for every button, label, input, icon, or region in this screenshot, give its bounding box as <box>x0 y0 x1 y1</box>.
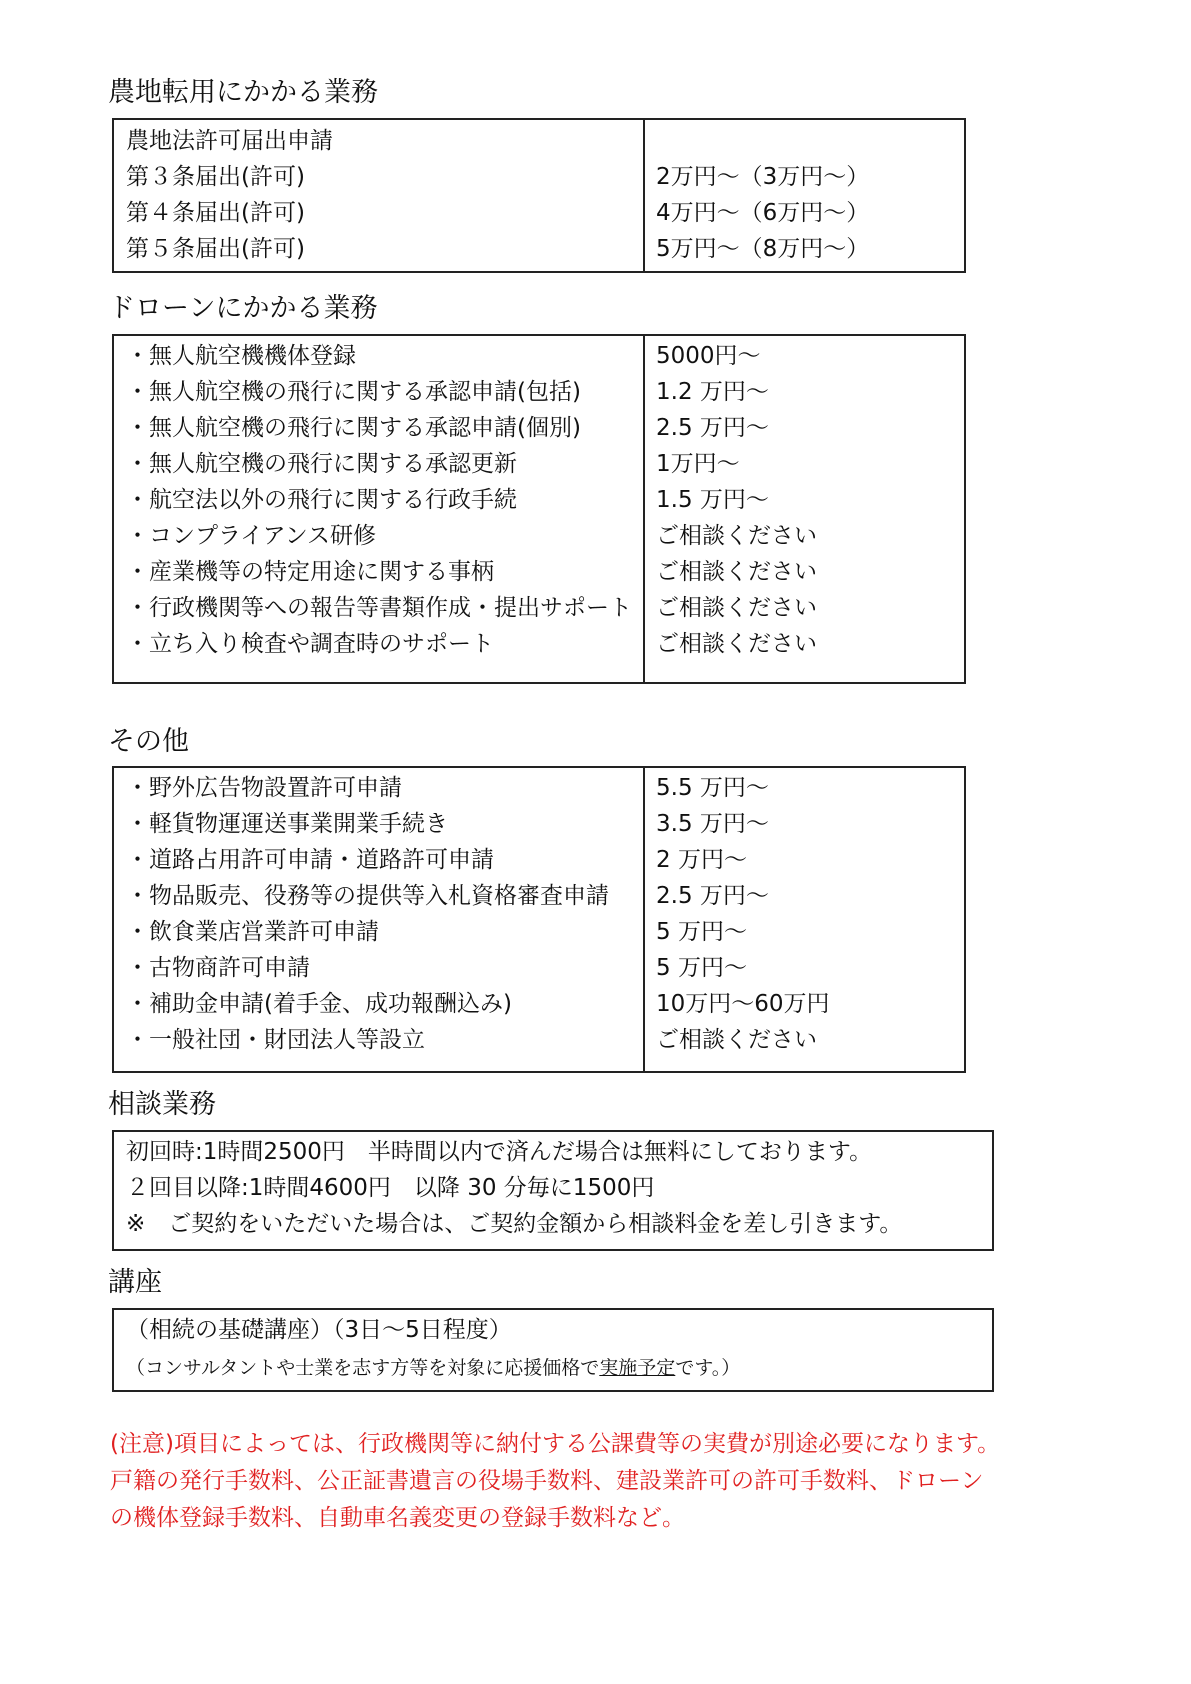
table-row <box>114 878 964 914</box>
service-price: 2.5 万円～ <box>656 415 769 441</box>
notice-line: の機体登録手数料、自動車名義変更の登録手数料など。 <box>110 1505 685 1531</box>
service-price: 2 万円～ <box>656 847 747 873</box>
service-price: ご相談ください <box>656 595 817 621</box>
service-item: ・野外広告物設置許可申請 <box>126 775 402 801</box>
farmland-section-title: 農地転用にかかる業務 <box>108 77 378 108</box>
course-box <box>112 1308 994 1392</box>
service-item: ・航空法以外の飛行に関する行政手続 <box>126 487 517 513</box>
table-row <box>114 159 964 195</box>
service-item: ・一般社団・財団法人等設立 <box>126 1027 425 1053</box>
service-price: ご相談ください <box>656 631 817 657</box>
service-item: ・無人航空機の飛行に関する承認更新 <box>126 451 517 477</box>
service-price: 10万円～60万円 <box>656 991 830 1017</box>
table-row <box>114 410 964 446</box>
service-item: ・行政機関等への報告等書類作成・提出サポート <box>126 595 632 621</box>
service-price: 1.5 万円～ <box>656 487 769 513</box>
table-row <box>114 518 964 554</box>
course-description-line <box>126 1350 740 1386</box>
course-planned-underlined: 実施予定 <box>599 1357 676 1379</box>
table-row <box>114 590 964 626</box>
service-item: 第３条届出(許可) <box>126 164 305 190</box>
drone-section-title: ドローンにかかる業務 <box>108 293 378 324</box>
table-row <box>114 482 964 518</box>
service-item: 第４条届出(許可) <box>126 200 305 226</box>
service-price: 1.2 万円～ <box>656 379 769 405</box>
other-fee-table <box>112 766 966 1073</box>
service-item: ・軽貨物運運送事業開業手続き <box>126 811 448 837</box>
table-row <box>114 950 964 986</box>
service-item: ・無人航空機の飛行に関する承認申請(包括) <box>126 379 581 405</box>
service-price: 2.5 万円～ <box>656 883 769 909</box>
table-row <box>114 770 964 806</box>
table-row <box>114 842 964 878</box>
course-section-title: 講座 <box>108 1267 162 1298</box>
service-price: 4万円～（6万円～） <box>656 200 870 226</box>
service-item: ・立ち入り検査や調査時のサポート <box>126 631 494 657</box>
table-row <box>114 806 964 842</box>
table-row <box>114 123 964 159</box>
service-price: 2万円～（3万円～） <box>656 164 870 190</box>
service-item: ・補助金申請(着手金、成功報酬込み) <box>126 991 512 1017</box>
service-price: 5000円～ <box>656 343 761 369</box>
drone-fee-table <box>112 334 966 684</box>
table-row <box>114 374 964 410</box>
course-description-end: です。） <box>675 1357 741 1379</box>
service-item: ・古物商許可申請 <box>126 955 310 981</box>
other-section-title: その他 <box>108 726 189 757</box>
table-row <box>114 914 964 950</box>
course-title-line: （相続の基礎講座）（3日～5日程度） <box>126 1317 512 1343</box>
service-item: ・コンプライアンス研修 <box>126 523 377 549</box>
service-item: ・無人航空機の飛行に関する承認申請(個別) <box>126 415 581 441</box>
service-item: ・産業機等の特定用途に関する事柄 <box>126 559 494 585</box>
service-price: ご相談ください <box>656 523 817 549</box>
table-row <box>114 1022 964 1058</box>
service-item: ・物品販売、役務等の提供等入札資格審査申請 <box>126 883 609 909</box>
service-price: 5 万円～ <box>656 919 747 945</box>
table-row <box>114 554 964 590</box>
consultation-line: ２回目以降:1時間4600円 以降 30 分毎に1500円 <box>126 1175 655 1201</box>
table-row <box>114 195 964 231</box>
service-item: ・道路占用許可申請・道路許可申請 <box>126 847 494 873</box>
table-row <box>114 986 964 1022</box>
table-row <box>114 231 964 267</box>
farmland-fee-table <box>112 118 966 273</box>
service-price: 5 万円～ <box>656 955 747 981</box>
farmland-table-header: 農地法許可届出申請 <box>126 128 333 154</box>
consultation-line: 初回時:1時間2500円 半時間以内で済んだ場合は無料にしております。 <box>126 1139 873 1165</box>
consultation-line: ※ ご契約をいただいた場合は、ご契約金額から相談料金を差し引きます。 <box>126 1211 903 1237</box>
notice-line: (注意)項目によっては、行政機関等に納付する公課費等の実費が別途必要になります。 <box>110 1431 1001 1457</box>
service-price: ご相談ください <box>656 559 817 585</box>
notice-line: 戸籍の発行手数料、公正証書遺言の役場手数料、建設業許可の許可手数料、ドローン <box>110 1468 984 1494</box>
consultation-section-title: 相談業務 <box>108 1089 216 1120</box>
table-row <box>114 338 964 374</box>
course-description-text: （コンサルタントや士業を志す方等を対象に応援価格で <box>126 1357 600 1379</box>
service-item: ・無人航空機機体登録 <box>126 343 356 369</box>
service-price: ご相談ください <box>656 1027 817 1053</box>
service-price: 3.5 万円～ <box>656 811 769 837</box>
service-item: 第５条届出(許可) <box>126 236 305 262</box>
service-item: ・飲食業店営業許可申請 <box>126 919 379 945</box>
service-price: 5万円～（8万円～） <box>656 236 870 262</box>
table-row <box>114 626 964 662</box>
consultation-box <box>112 1130 994 1251</box>
service-price: 1万円～ <box>656 451 740 477</box>
table-row <box>114 446 964 482</box>
service-price: 5.5 万円～ <box>656 775 769 801</box>
